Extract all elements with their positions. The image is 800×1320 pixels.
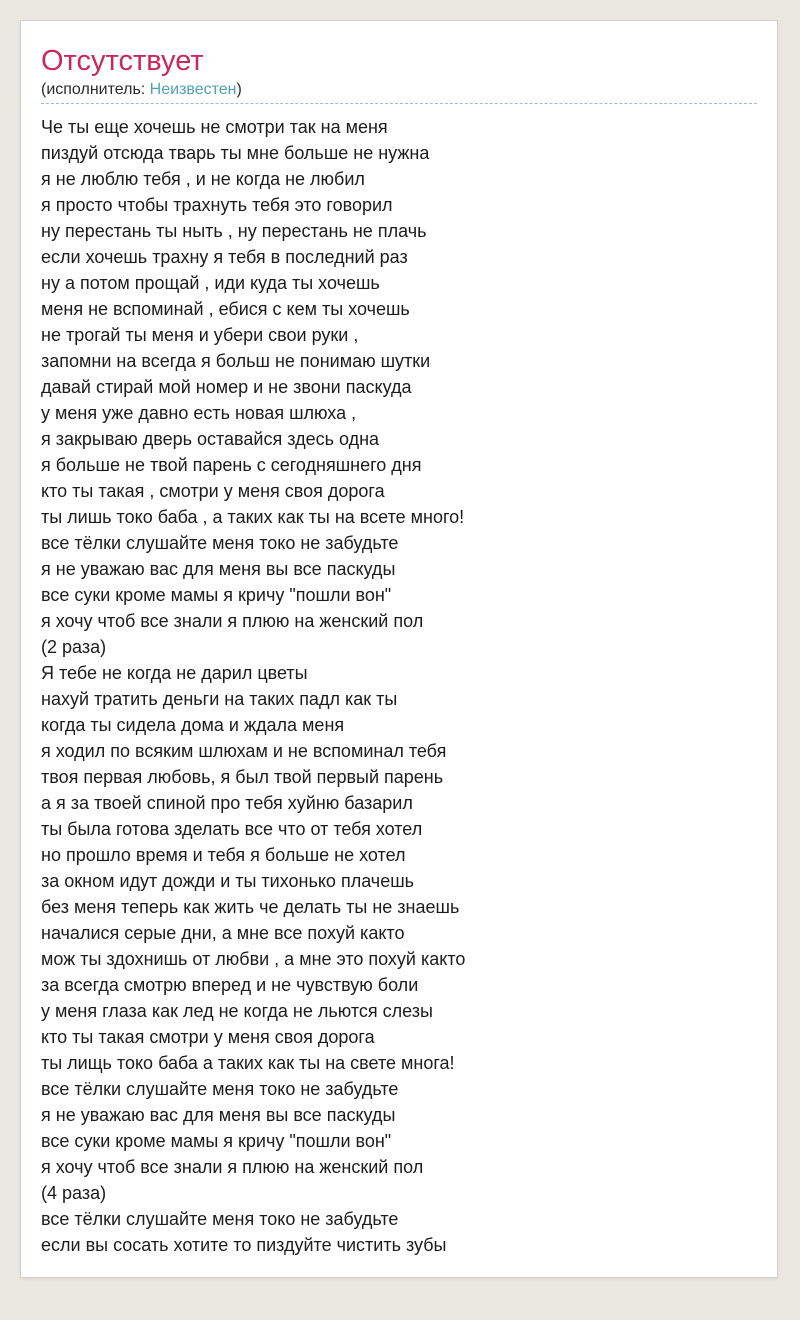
lyric-line: я ходил по всяким шлюхам и не вспоминал тебя (41, 741, 447, 761)
artist-label-prefix: (исполнитель: (41, 81, 150, 98)
lyric-line: все тёлки слушайте меня токо не забудьте (41, 533, 399, 553)
lyric-line: (2 раза) (41, 637, 107, 657)
lyric-line: ты была готова зделать все что от тебя хотел (41, 819, 423, 839)
lyrics-block (41, 114, 757, 1258)
lyric-line: если вы сосать хотите то пиздуйте чистить зубы (41, 1235, 447, 1255)
lyric-line: ну перестань ты ныть , ну перестань не плачь (41, 221, 427, 241)
lyric-line: у меня уже давно есть новая шлюха , (41, 403, 357, 423)
lyric-line: я не уважаю вас для меня вы все паскуды (41, 1105, 396, 1125)
lyric-line: кто ты такая смотри у меня своя дорога (41, 1027, 375, 1047)
lyric-line: я больше не твой парень с сегодняшнего дня (41, 455, 422, 475)
lyric-line: все суки кроме мамы я кричу "пошли вон" (41, 1131, 392, 1151)
lyric-line: я не люблю тебя , и не когда не любил (41, 169, 365, 189)
lyric-line: я хочу чтоб все знали я плюю на женский пол (41, 1157, 424, 1177)
page-background (0, 20, 800, 1320)
lyric-line: пиздуй отсюда тварь ты мне больше не нужна (41, 143, 430, 163)
lyric-line: если хочешь трахну я тебя в последний раз (41, 247, 408, 267)
lyric-line: за окном идут дожди и ты тихонько плачешь (41, 871, 415, 891)
artist-label-suffix: ) (236, 81, 242, 98)
lyric-line: Че ты еще хочешь не смотри так на меня (41, 117, 388, 137)
lyric-line: я хочу чтоб все знали я плюю на женский пол (41, 611, 424, 631)
lyric-line: все тёлки слушайте меня токо не забудьте (41, 1209, 399, 1229)
lyric-line: у меня глаза как лед не когда не льются слезы (41, 1001, 433, 1021)
lyric-line: я просто чтобы трахнуть тебя это говорил (41, 195, 393, 215)
lyrics-card (20, 20, 778, 1278)
lyric-line: запомни на всегда я больш не понимаю шутки (41, 351, 431, 371)
lyric-line: все тёлки слушайте меня токо не забудьте (41, 1079, 399, 1099)
lyric-line: без меня теперь как жить че делать ты не знаешь (41, 897, 460, 917)
lyric-line: все суки кроме мамы я кричу "пошли вон" (41, 585, 392, 605)
lyric-line: ты лишь токо баба , а таких как ты на всете много! (41, 507, 465, 527)
song-subtitle (41, 81, 757, 99)
lyric-line: ты лищь токо баба а таких как ты на свете многа! (41, 1053, 455, 1073)
lyric-line: я закрываю дверь оставайся здесь одна (41, 429, 380, 449)
lyric-line: Я тебе не когда не дарил цветы (41, 663, 308, 683)
lyric-line: когда ты сидела дома и ждала меня (41, 715, 345, 735)
lyric-line: ну а потом прощай , иди куда ты хочешь (41, 273, 380, 293)
lyric-line: а я за твоей спиной про тебя хуйню базарил (41, 793, 413, 813)
lyric-line: я не уважаю вас для меня вы все паскуды (41, 559, 396, 579)
song-title: Отсутствует (41, 45, 204, 77)
lyric-line: (4 раза) (41, 1183, 107, 1203)
lyric-line: началися серые дни, а мне все похуй както (41, 923, 405, 943)
lyric-line: не трогай ты меня и убери свои руки , (41, 325, 359, 345)
lyric-line: но прошло время и тебя я больше не хотел (41, 845, 406, 865)
lyric-line: твоя первая любовь, я был твой первый парень (41, 767, 444, 787)
lyric-line: мож ты здохнишь от любви , а мне это похуй както (41, 949, 466, 969)
lyric-line: меня не вспоминай , ебися с кем ты хочешь (41, 299, 410, 319)
song-header (41, 45, 757, 104)
lyric-line: кто ты такая , смотри у меня своя дорога (41, 481, 385, 501)
lyric-line: нахуй тратить деньги на таких падл как ты (41, 689, 398, 709)
artist-link[interactable]: Неизвестен (149, 81, 237, 98)
lyric-line: за всегда смотрю вперед и не чувствую боли (41, 975, 419, 995)
lyric-line: давай стирай мой номер и не звони паскуда (41, 377, 412, 397)
